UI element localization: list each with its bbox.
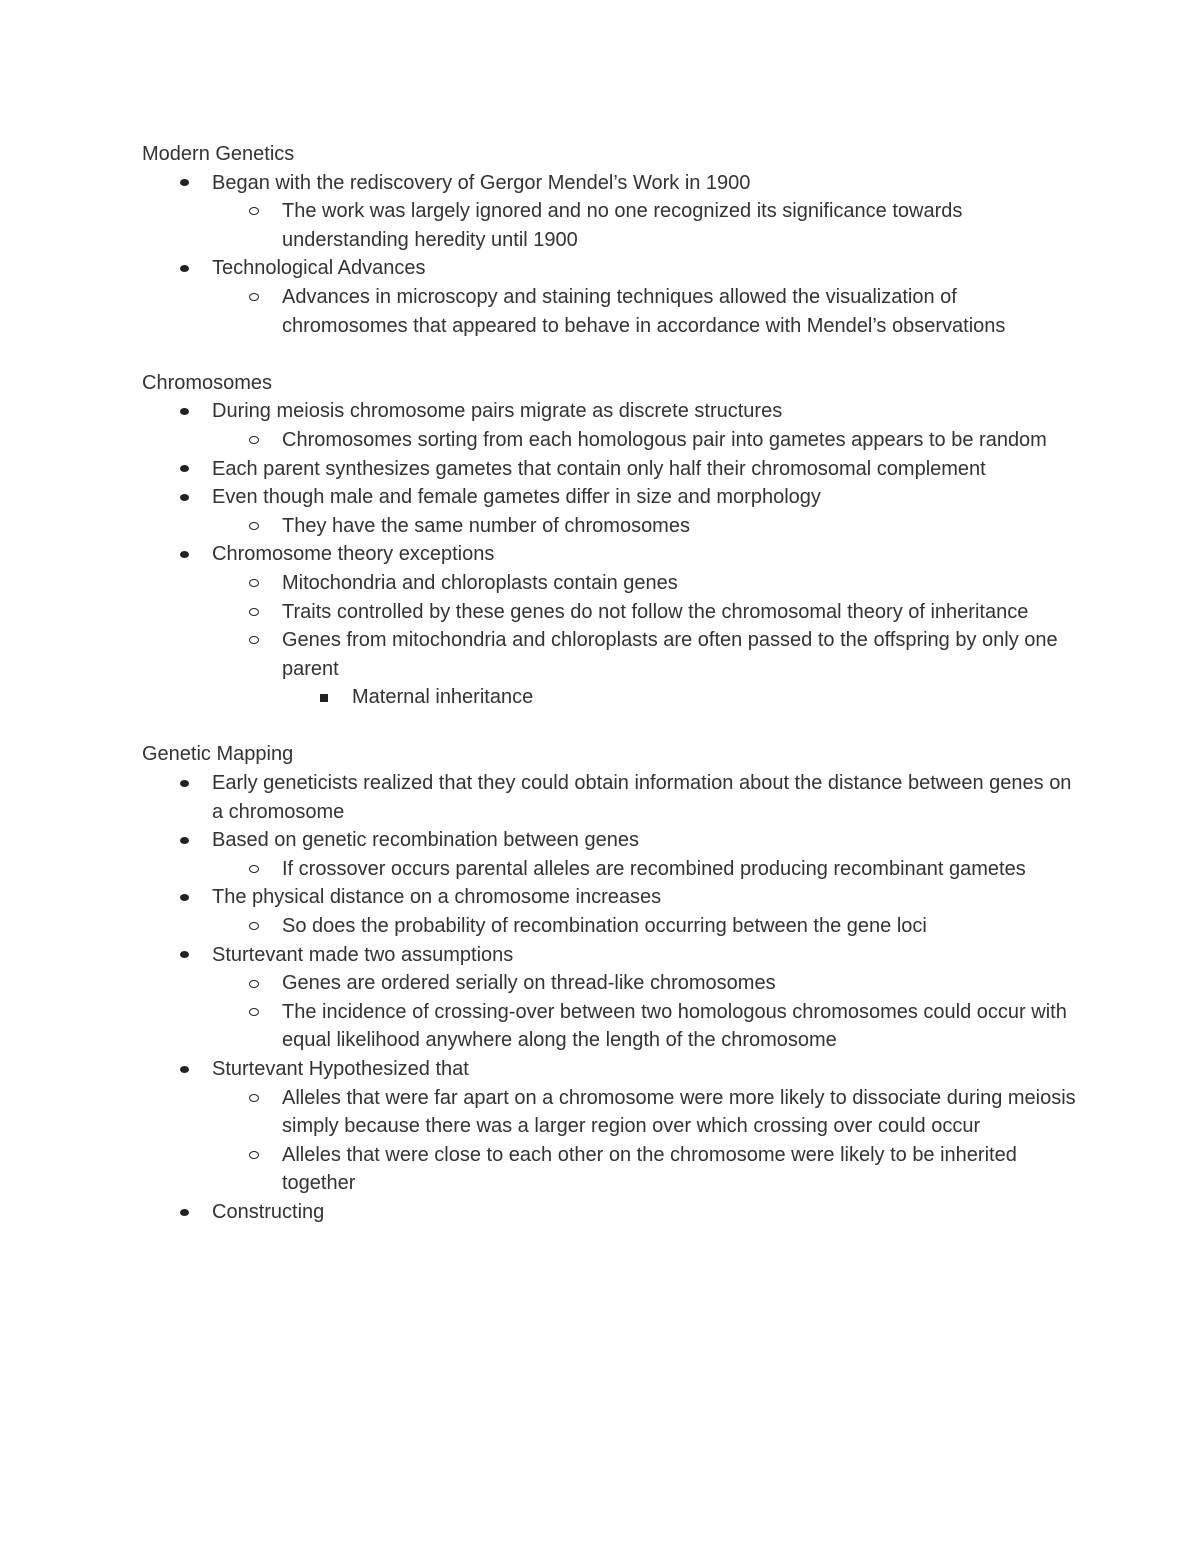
bullet-list-level-1 <box>212 426 1082 455</box>
bullet-list-level-1 <box>212 855 1082 884</box>
filled-bullet-icon <box>176 941 192 970</box>
list-item <box>142 455 1082 484</box>
list-item-text: Chromosome theory exceptions <box>212 543 495 566</box>
filled-bullet-icon <box>176 826 192 855</box>
hollow-bullet-icon <box>246 855 262 884</box>
notes-section <box>142 140 1082 340</box>
filled-bullet-icon <box>176 455 192 484</box>
list-item-text: Chromosomes sorting from each homologous pair into gametes appears to be random <box>282 428 1047 451</box>
list-item <box>142 883 1082 940</box>
list-item <box>142 1055 1082 1198</box>
list-item-text: Technological Advances <box>212 257 426 280</box>
bullet-list-level-1 <box>212 969 1082 1055</box>
square-bullet-icon <box>316 683 332 712</box>
hollow-bullet-icon <box>246 998 262 1027</box>
bullet-list-level-0 <box>142 769 1082 1227</box>
list-item <box>142 941 1082 1055</box>
list-item-text: During meiosis chromosome pairs migrate as discrete structures <box>212 400 783 423</box>
notes-section <box>142 740 1082 1226</box>
hollow-bullet-icon <box>246 626 262 655</box>
list-item <box>142 1198 1082 1227</box>
filled-bullet-icon <box>176 540 192 569</box>
list-item <box>212 569 1082 598</box>
bullet-list-level-1 <box>212 569 1082 712</box>
list-item-text: Constructing <box>212 1200 325 1223</box>
list-item <box>212 1141 1082 1198</box>
hollow-bullet-icon <box>246 969 262 998</box>
list-item-text: Genes are ordered serially on thread-like chromosomes <box>282 972 776 995</box>
list-item-text: They have the same number of chromosomes <box>282 514 690 537</box>
bullet-list-level-1 <box>212 912 1082 941</box>
list-item <box>212 912 1082 941</box>
list-item-text: Traits controlled by these genes do not follow the chromosomal theory of inheritance <box>282 600 1029 623</box>
filled-bullet-icon <box>176 483 192 512</box>
bullet-list-level-1 <box>212 512 1082 541</box>
list-item-text: Alleles that were far apart on a chromosome were more likely to dissociate during meiosis simply because there was a larger region over which crossing over could occur <box>282 1086 1076 1138</box>
document-page <box>142 140 1082 1255</box>
bullet-list-level-0 <box>142 397 1082 712</box>
bullet-list-level-1 <box>212 1084 1082 1198</box>
bullet-list-level-2 <box>282 683 1082 712</box>
hollow-bullet-icon <box>246 569 262 598</box>
section-heading: Genetic Mapping <box>142 743 294 766</box>
list-item <box>282 683 1082 712</box>
hollow-bullet-icon <box>246 1141 262 1170</box>
list-item-text: Sturtevant Hypothesized that <box>212 1058 469 1080</box>
list-item <box>142 826 1082 883</box>
list-item-text: The incidence of crossing-over between two homologous chromosomes could occur with equal likelihood anywhere along the length of the chromosome <box>282 1000 1067 1052</box>
hollow-bullet-icon <box>246 912 262 941</box>
filled-bullet-icon <box>176 397 192 426</box>
list-item <box>212 998 1082 1055</box>
list-item <box>142 254 1082 340</box>
hollow-bullet-icon <box>246 598 262 627</box>
list-item-text: The work was largely ignored and no one recognized its significance towards understanding heredity until 1900 <box>282 200 963 251</box>
hollow-bullet-icon <box>246 1084 262 1113</box>
bullet-list-level-0 <box>142 169 1082 341</box>
filled-bullet-icon <box>176 254 192 283</box>
list-item-text: Alleles that were close to each other on the chromosome were likely to be inherited together <box>282 1143 1017 1195</box>
section-heading: Modern Genetics <box>142 143 295 165</box>
list-item-text: If crossover occurs parental alleles are recombined producing recombinant gametes <box>282 857 1026 880</box>
list-item-text: Even though male and female gametes differ in size and morphology <box>212 486 821 509</box>
list-item-text: Genes from mitochondria and chloroplasts are often passed to the offspring by only one parent <box>282 629 1058 680</box>
list-item <box>142 483 1082 540</box>
filled-bullet-icon <box>176 883 192 912</box>
filled-bullet-icon <box>176 769 192 798</box>
hollow-bullet-icon <box>246 426 262 455</box>
list-item <box>142 769 1082 826</box>
filled-bullet-icon <box>176 169 192 198</box>
list-item-text: Began with the rediscovery of Gergor Mendel’s Work in 1900 <box>212 171 751 194</box>
list-item <box>142 540 1082 712</box>
filled-bullet-icon <box>176 1198 192 1227</box>
list-item-text: Based on genetic recombination between genes <box>212 829 639 852</box>
list-item <box>212 512 1082 541</box>
section-heading: Chromosomes <box>142 371 273 394</box>
list-item <box>212 283 1082 340</box>
list-item <box>142 397 1082 454</box>
list-item-text: Each parent synthesizes gametes that contain only half their chromosomal complement <box>212 457 986 480</box>
list-item <box>212 626 1082 712</box>
hollow-bullet-icon <box>246 197 262 226</box>
list-item-text: The physical distance on a chromosome increases <box>212 886 662 909</box>
list-item-text: Advances in microscopy and staining techniques allowed the visualization of chromosomes that appeared to behave in accordance with Mendel’s observations <box>282 285 1006 337</box>
bullet-list-level-1 <box>212 197 1082 254</box>
list-item <box>212 855 1082 884</box>
list-item <box>212 426 1082 455</box>
list-item <box>212 598 1082 627</box>
list-item-text: Early geneticists realized that they could obtain information about the distance between genes on a chromosome <box>212 772 1072 823</box>
list-item-text: So does the probability of recombination occurring between the gene loci <box>282 915 927 938</box>
notes-section <box>142 369 1082 712</box>
list-item-text: Sturtevant made two assumptions <box>212 943 514 966</box>
filled-bullet-icon <box>176 1055 192 1084</box>
list-item <box>212 197 1082 254</box>
list-item-text: Maternal inheritance <box>352 686 534 709</box>
list-item <box>212 1084 1082 1141</box>
list-item <box>142 169 1082 255</box>
bullet-list-level-1 <box>212 283 1082 340</box>
list-item-text: Mitochondria and chloroplasts contain genes <box>282 571 678 594</box>
list-item <box>212 969 1082 998</box>
hollow-bullet-icon <box>246 512 262 541</box>
hollow-bullet-icon <box>246 283 262 312</box>
